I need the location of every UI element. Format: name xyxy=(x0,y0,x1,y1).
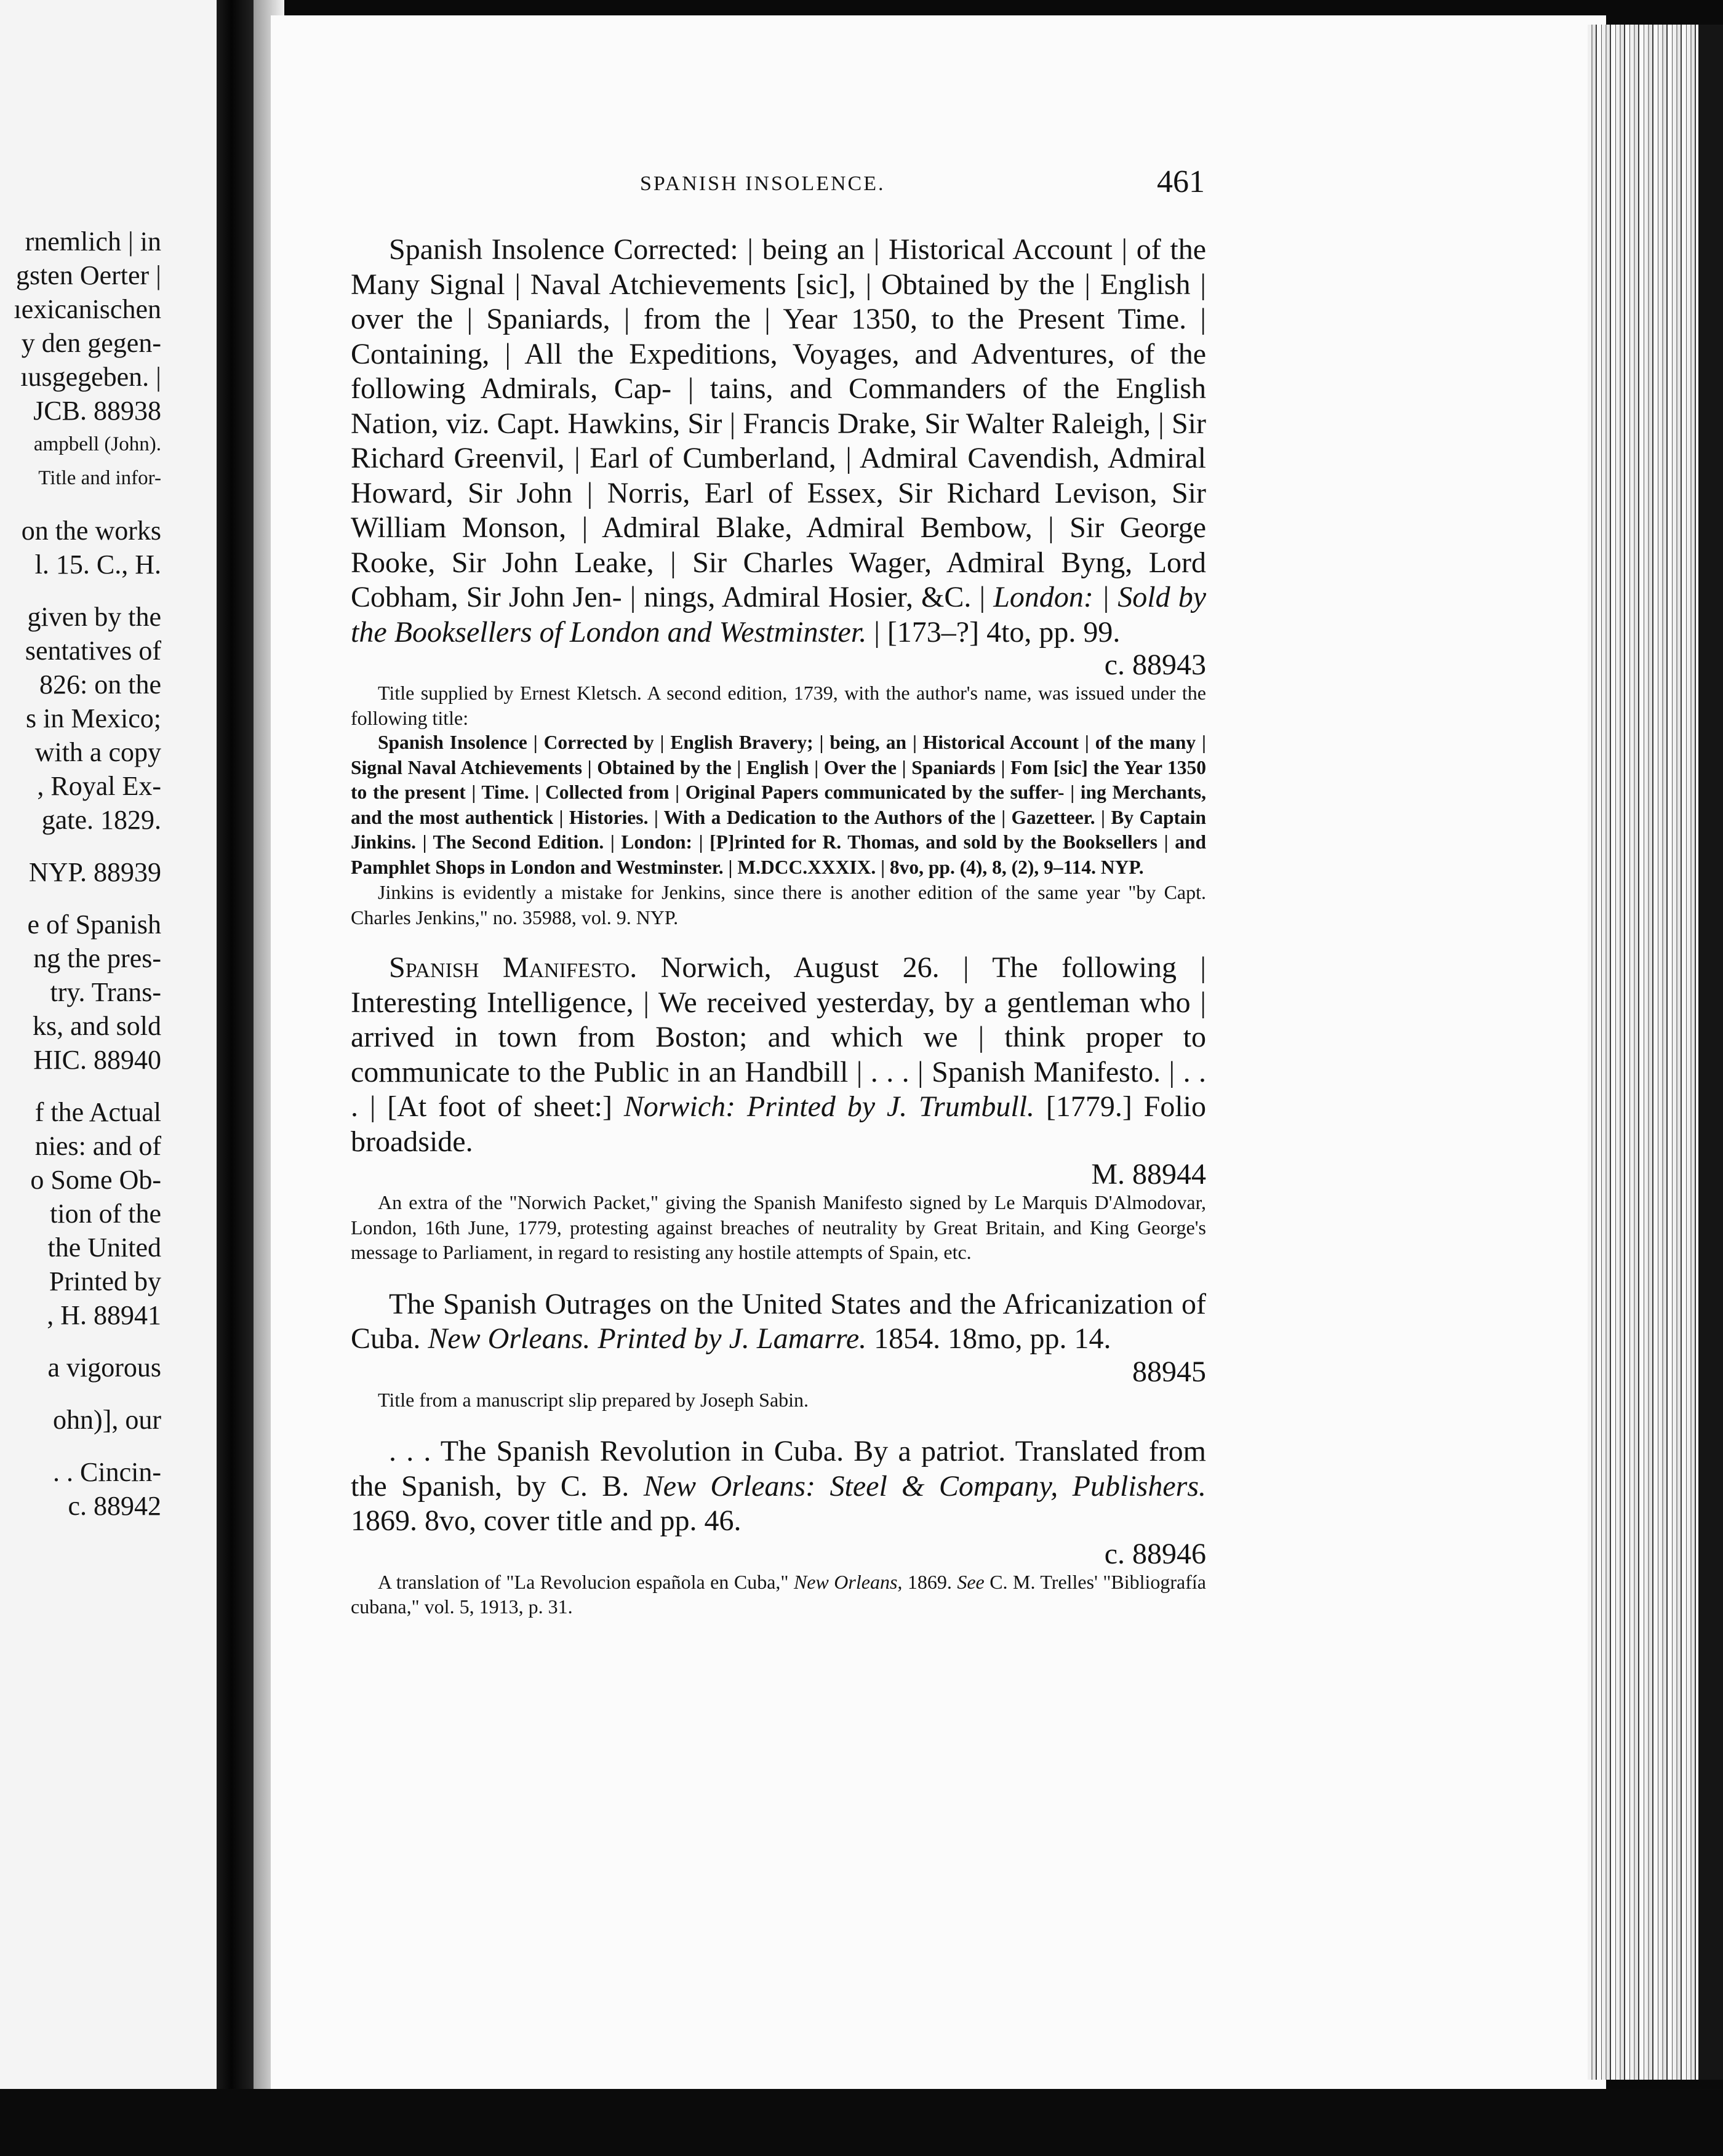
left-page-line: ohn)], our xyxy=(53,1405,161,1435)
entry-title: Spanish Insolence Corrected: | being an | Historical Account | of the Many Signal | Naval Atchievements [sic], | Obtained by the | English | over the | Spaniards, | from the | Year 1350, to the Present Time. | Containing, | All the Expeditions, Voyages, and Adventures, of the following Admirals, Cap- | tains, and Commanders of the English Nation, viz. Capt. Hawkins, Sir | Francis Drake, Sir Walter Raleigh, | Sir Richard Greenvil, | Earl of Cumberland, | Admiral Cavendish, Admiral Howard, Sir John | Norris, Earl of Essex, Sir Richard Levison, Sir William Monson, | Admiral Blake, Admiral Bembow, | Sir George Rooke, Sir John Leake, | Sir Charles Wager, Admiral Byng, Lord Cobham, Sir John Jen- | nings, Admiral Hosier, &C. | xyxy=(351,233,1206,613)
note-see: See xyxy=(957,1570,985,1593)
left-page-line: l. 15. C., H. xyxy=(34,549,161,580)
left-page-line xyxy=(0,1384,161,1403)
entry-main xyxy=(351,951,1206,1159)
entry-collation: [1779.] Folio broadside. xyxy=(351,1090,1207,1158)
left-page-line xyxy=(0,1077,161,1095)
left-page-line xyxy=(0,495,161,514)
entry-88944 xyxy=(351,951,1206,1265)
entry-main xyxy=(351,233,1206,650)
entry-title: Norwich, August 26. | The following | Interesting Intelligence, | We received yesterday, by a gentleman who | arrived in town from Boston; and which we | think proper to communicate to the Public in an Handbill | . . . | Spanish Manifesto. | . . . | [At foot of sheet:] xyxy=(351,951,1206,1123)
left-page-line: e of Spanish xyxy=(27,909,161,940)
left-page-line: y den gegen- xyxy=(21,328,161,358)
left-page-line: ampbell (John). xyxy=(33,433,161,455)
left-page-line: , H. 88941 xyxy=(47,1300,161,1330)
left-page-line xyxy=(0,581,161,600)
left-page-line: o Some Ob- xyxy=(30,1165,161,1195)
left-page-line: ıusgegeben. | xyxy=(20,362,161,392)
left-page-line xyxy=(0,1332,161,1351)
left-page-line: try. Trans- xyxy=(50,977,161,1007)
left-page-line: tion of the xyxy=(50,1199,161,1229)
entry-heading: Spanish Manifesto. xyxy=(389,951,638,984)
left-page-line xyxy=(0,1437,161,1455)
left-page-text xyxy=(0,225,161,1523)
left-page-line: NYP. 88939 xyxy=(28,857,161,887)
left-page-line xyxy=(0,889,161,908)
entry-collation: 1854. 18mo, pp. 14. xyxy=(866,1322,1111,1355)
entry-number: c. 88946 xyxy=(1104,1537,1206,1570)
left-page-line: gate. 1829. xyxy=(41,805,161,835)
left-page-line: ng the pres- xyxy=(33,943,161,973)
page-number: 461 xyxy=(1157,164,1205,199)
entry-note: Jinkins is evidently a mistake for Jenkins, since there is another edition of the same year "by Capt. Charles Jenkins," no. 35988, vol. 9. NYP. xyxy=(351,881,1206,928)
entry-imprint: New Orleans. Printed by J. Lamarre. xyxy=(428,1322,867,1355)
left-page-line: c. 88942 xyxy=(68,1491,161,1521)
note-text: C. M. Trelles' "Bibliografía cubana," vol. 5, 1913, p. 31. xyxy=(351,1570,1207,1618)
entry-88945 xyxy=(351,1287,1206,1413)
entry-imprint: London: | Sold by the Booksellers of London and Westminster. xyxy=(351,581,1206,649)
left-page-line: nies: and of xyxy=(34,1131,161,1161)
left-page-line: f the Actual xyxy=(34,1097,161,1127)
entry-title: The Spanish Outrages on the United States and the Africanization of Cuba. xyxy=(351,1287,1206,1355)
entry-note xyxy=(351,1570,1206,1619)
entry-title: . . . The Spanish Revolution in Cuba. By a patriot. Translated from the Spanish, by C. B. xyxy=(351,1435,1206,1503)
left-page-line: , Royal Ex- xyxy=(37,771,161,801)
left-page-line: ks, and sold xyxy=(33,1011,161,1041)
left-page-line: with a copy xyxy=(34,737,161,767)
entry-88943 xyxy=(351,233,1206,930)
left-page-line: ıexicanischen xyxy=(14,294,161,324)
entry-quoted-title: Spanish Insolence | Corrected by | English Bravery; | being, an | Historical Account | of the many | Signal Naval Atchievements | Obtained by the | English | Over the | Spaniards | Fom [sic] the Year 1350 to the present | Time. | Collected from | Original Papers communicated by the suffer- | ing Merchants, and the most authentick | Histories. | With a Dedication to the Authors of the | Gazetteer. | By Captain Jinkins. | The Second Edition. | London: | [P]rinted for R. Thomas, and sold by the Booksellers | and Pamphlet Shops in London and Westminster. | M.DCC.XXXIX. | 8vo, pp. (4), 8, (2), 9–114. NYP. xyxy=(351,732,1206,878)
note-place: New Orleans, xyxy=(793,1570,903,1593)
entry-88946 xyxy=(351,1434,1206,1619)
entry-main xyxy=(351,1434,1206,1539)
left-page-line: s in Mexico; xyxy=(26,703,161,733)
left-page-line: Title and infor- xyxy=(38,467,161,489)
left-page-line: 826: on the xyxy=(39,669,161,700)
left-page-line: . . Cincin- xyxy=(53,1457,161,1487)
left-page-line: given by the xyxy=(27,602,161,632)
entry-imprint: New Orleans: Steel & Company, Publishers. xyxy=(643,1469,1206,1503)
scan-bottom-border xyxy=(0,2089,1723,2156)
entry-main xyxy=(351,1287,1206,1357)
entry-note: Title supplied by Ernest Kletsch. A second edition, 1739, with the author's name, was issued under the following title: xyxy=(351,682,1206,729)
left-page-line: sentatives of xyxy=(25,636,161,666)
entry-collation: | [173–?] 4to, pp. 99. xyxy=(866,615,1121,649)
left-page-line: gsten Oerter | xyxy=(15,260,161,290)
catalogue-entries xyxy=(351,160,1206,1619)
entry-number: c. 88943 xyxy=(1104,649,1206,681)
book-gutter-shadow xyxy=(217,0,254,2156)
entry-number: M. 88944 xyxy=(1091,1158,1206,1191)
left-page-line: the United xyxy=(47,1232,161,1263)
left-page-line: JCB. 88938 xyxy=(33,396,161,426)
entry-imprint: Norwich: Printed by J. Trumbull. xyxy=(623,1090,1035,1123)
left-page-line: a vigorous xyxy=(47,1352,161,1383)
entry-note: An extra of the "Norwich Packet," giving the Spanish Manifesto signed by Le Marquis D'Almodovar, London, 16th June, 1779, protesting against breaches of neutrality by Great Britain, and King George's message to Parliament, in regard to resisting any hostile attempts of Spain, etc. xyxy=(351,1191,1206,1263)
left-page-line: on the works xyxy=(21,516,161,546)
left-page-line xyxy=(0,837,161,855)
left-page-line: HIC. 88940 xyxy=(33,1045,161,1075)
entry-number: 88945 xyxy=(1132,1355,1206,1388)
page-edge-shadow xyxy=(1698,25,1723,2080)
page-edges xyxy=(1588,25,1711,2080)
running-head: SPANISH INSOLENCE. xyxy=(640,172,885,195)
note-text: A translation of "La Revolucion española en Cuba," xyxy=(378,1570,794,1593)
left-page-line: rnemlich | in xyxy=(25,226,161,257)
entry-collation: 1869. 8vo, cover title and pp. 46. xyxy=(351,1504,742,1537)
note-text: 1869. xyxy=(902,1570,957,1593)
entry-note: Title from a manuscript slip prepared by Joseph Sabin. xyxy=(378,1388,809,1411)
left-page-line: Printed by xyxy=(49,1266,161,1296)
left-page xyxy=(0,0,217,2156)
